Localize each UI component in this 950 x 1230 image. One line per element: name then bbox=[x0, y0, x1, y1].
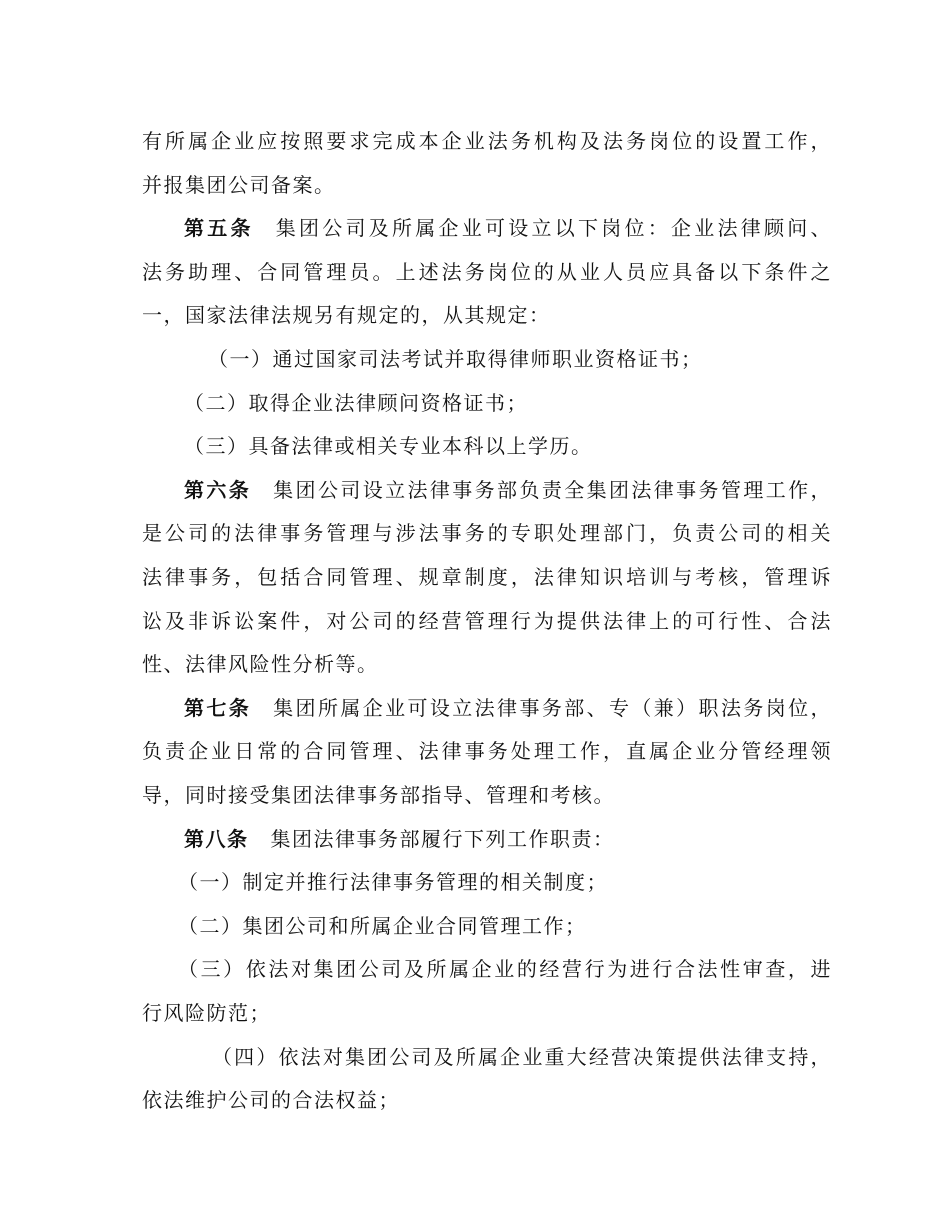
paragraph-line: 依法维护公司的合法权益； bbox=[142, 1088, 400, 1112]
article-label: 第六条 bbox=[184, 478, 252, 502]
paragraph-line: 性、法律风险性分析等。 bbox=[142, 652, 379, 676]
paragraph-line: 行风险防范； bbox=[142, 1001, 271, 1025]
paragraph-line: 导，同时接受集团法律事务部指导、管理和考核。 bbox=[142, 783, 615, 807]
paragraph-line: 法律事务，包括合同管理、规章制度，法律知识培训与考核，管理诉 bbox=[142, 565, 832, 589]
list-item: （一）制定并推行法律事务管理的相关制度； bbox=[178, 870, 608, 894]
article-8-heading-line: 第八条 集团法律事务部履行下列工作职责： bbox=[184, 827, 615, 851]
paragraph-line: 有所属企业应按照要求完成本企业法务机构及法务岗位的设置工作， bbox=[142, 129, 832, 153]
article-5-heading-line: 第五条 集团公司及所属企业可设立以下岗位：企业法律顾问、 bbox=[184, 216, 832, 240]
article-label: 第七条 bbox=[184, 696, 252, 720]
paragraph-line: 负责企业日常的合同管理、法律事务处理工作，直属企业分管经理领 bbox=[142, 739, 832, 763]
list-item: （四）依法对集团公司及所属企业重大经营决策提供法律支持， bbox=[212, 1045, 832, 1069]
list-item: （三）依法对集团公司及所属企业的经营行为进行合法性审查，进 bbox=[178, 957, 832, 981]
list-item: （一）通过国家司法考试并取得律师职业资格证书； bbox=[208, 347, 703, 371]
paragraph-line: 讼及非诉讼案件，对公司的经营管理行为提供法律上的可行性、合法 bbox=[142, 609, 832, 633]
paragraph-line: 一，国家法律法规另有规定的，从其规定： bbox=[142, 303, 551, 327]
article-label: 第八条 bbox=[184, 827, 249, 851]
list-item: （二）取得企业法律顾问资格证书； bbox=[184, 391, 528, 415]
list-item: （二）集团公司和所属企业合同管理工作； bbox=[178, 914, 587, 938]
paragraph-line: 法务助理、合同管理员。上述法务岗位的从业人员应具备以下条件之 bbox=[142, 260, 832, 284]
paragraph-line: 并报集团公司备案。 bbox=[142, 173, 336, 197]
article-6-heading-line: 第六条 集团公司设立法律事务部负责全集团法律事务管理工作， bbox=[184, 478, 833, 502]
article-label: 第五条 bbox=[184, 216, 254, 240]
article-7-heading-line: 第七条 集团所属企业可设立法律事务部、专（兼）职法务岗位， bbox=[184, 696, 833, 720]
list-item: （三）具备法律或相关专业本科以上学历。 bbox=[184, 434, 593, 458]
paragraph-line: 是公司的法律事务管理与涉法事务的专职处理部门，负责公司的相关 bbox=[142, 521, 832, 545]
